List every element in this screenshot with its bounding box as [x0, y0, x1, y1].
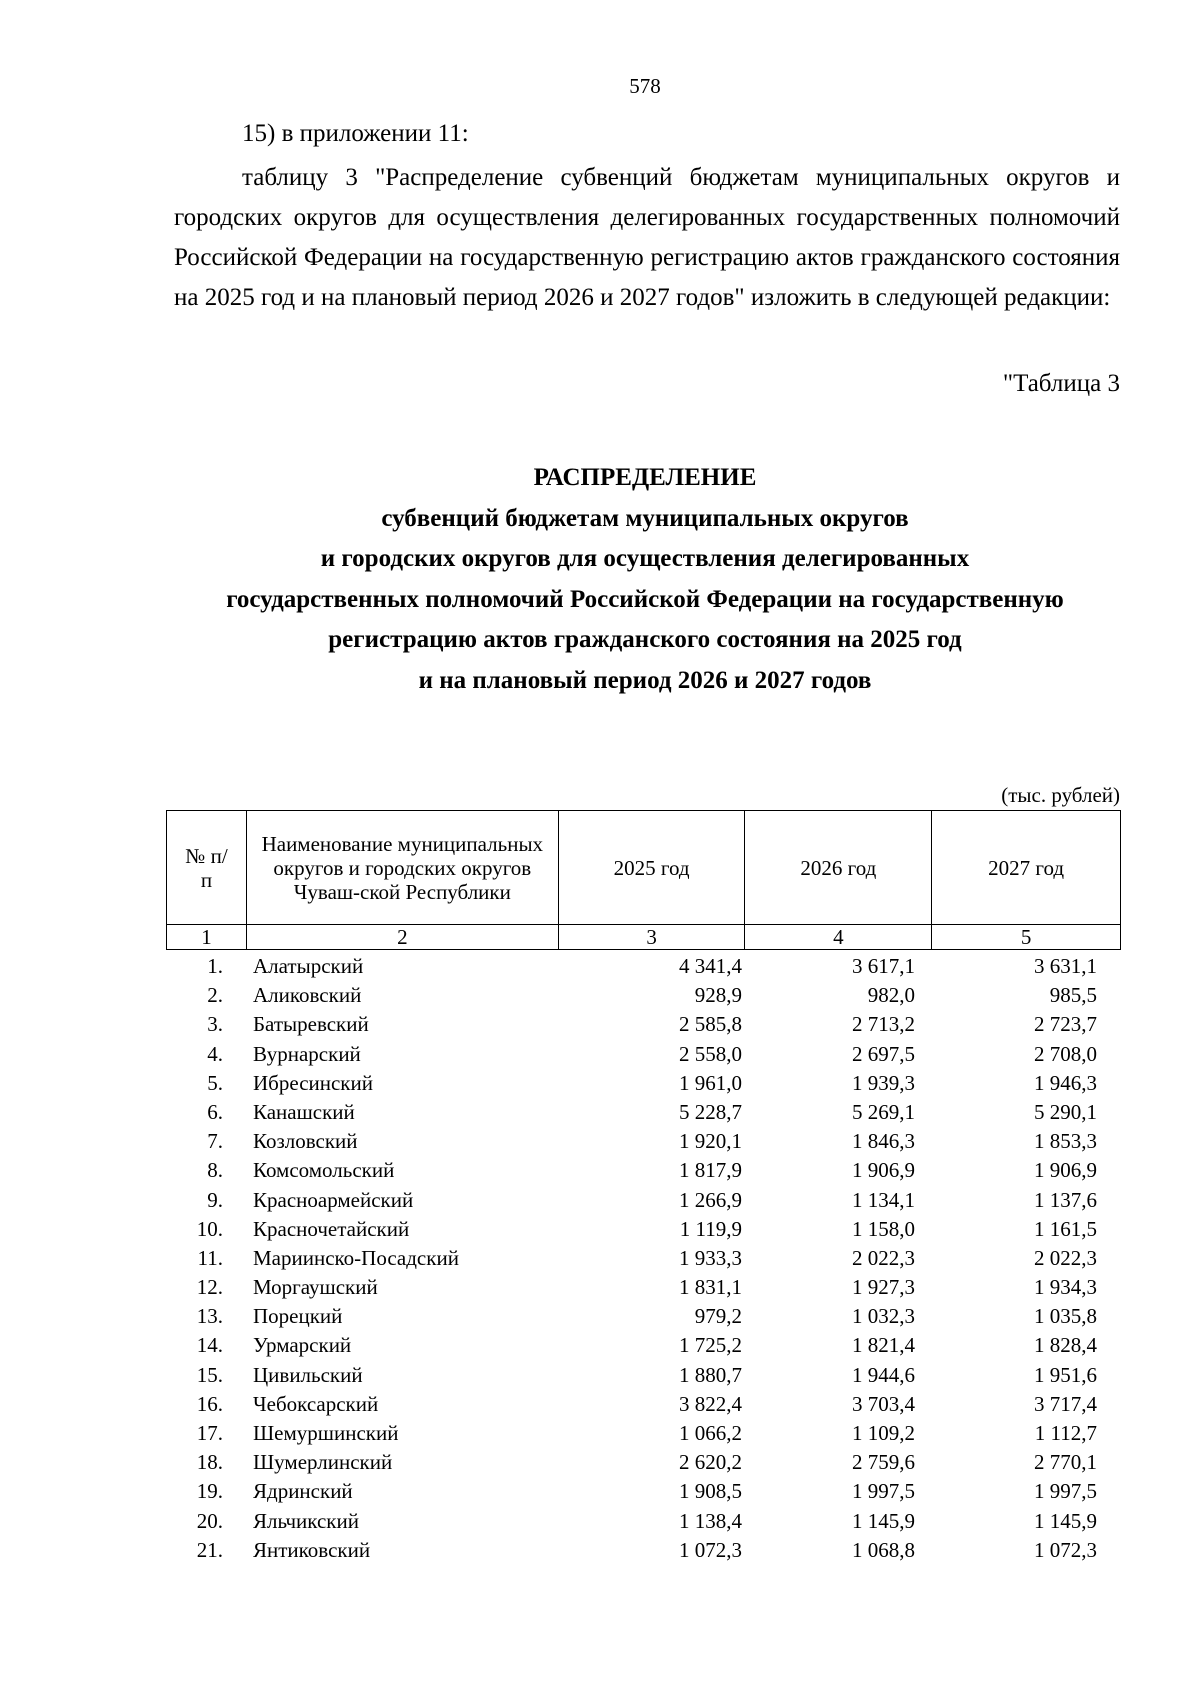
row-value-2025: 1 725,2	[679, 1333, 742, 1358]
row-name: Козловский	[253, 1129, 358, 1154]
row-number: 19.	[196, 1479, 223, 1504]
row-value-2025: 2 558,0	[679, 1041, 742, 1066]
column-number: 1	[167, 925, 247, 950]
row-value-2025: 1 908,5	[679, 1479, 742, 1504]
row-value-2025: 1 817,9	[679, 1158, 742, 1183]
row-value-2026: 1 846,3	[852, 1129, 915, 1154]
row-number: 2.	[207, 983, 223, 1008]
row-value-2025: 979,2	[694, 1304, 742, 1329]
row-number: 13.	[196, 1304, 223, 1329]
row-name: Янтиковский	[253, 1537, 371, 1562]
row-value-2027: 2 022,3	[1034, 1245, 1097, 1270]
row-value-2026: 982,0	[867, 983, 915, 1008]
row-value-2027: 1 035,8	[1034, 1304, 1097, 1329]
column-number: 4	[745, 925, 932, 950]
row-value-2027: 3 717,4	[1034, 1391, 1097, 1416]
table-row	[166, 1361, 1121, 1390]
row-value-2025: 1 933,3	[679, 1245, 742, 1270]
row-value-2027: 1 853,3	[1034, 1129, 1097, 1154]
table-row	[166, 1419, 1121, 1448]
column-number: 3	[558, 925, 745, 950]
row-number: 3.	[207, 1012, 223, 1037]
intro-item: 15) в приложении 11:	[242, 120, 469, 147]
row-value-2026: 1 109,2	[852, 1421, 915, 1445]
column-number: 5	[932, 925, 1121, 950]
row-name: Вурнарский	[253, 1041, 361, 1066]
row-value-2025: 1 266,9	[679, 1187, 742, 1212]
row-name: Батыревский	[253, 1012, 369, 1037]
row-value-2026: 1 997,5	[852, 1479, 915, 1504]
row-number: 15.	[196, 1362, 223, 1387]
row-value-2025: 1 066,2	[679, 1421, 742, 1445]
intro-text: таблицу 3 "Распределение субвенций бюджетам муниципальных округов и городских округов для осуществления делегированных государственных полномочий Российской Федерации на государственную регистрацию актов гражданского состояния на 2025 год и на плановый период 2026 и 2027 годов" изложить в следующей редакции:	[174, 164, 1120, 311]
units-label: (тыс. рублей)	[1001, 783, 1120, 807]
column-number: 2	[246, 925, 558, 950]
row-name: Ядринский	[253, 1479, 353, 1504]
title-line: и на плановый период 2026 и 2027 годов	[418, 666, 872, 694]
table-header	[166, 810, 1121, 950]
title-line: государственных полномочий Российской Федерации на государственную	[226, 585, 1064, 613]
row-value-2026: 1 944,6	[852, 1362, 915, 1387]
row-value-2027: 1 112,7	[1034, 1421, 1097, 1445]
row-name: Моргаушский	[253, 1275, 378, 1300]
row-number: 7.	[207, 1129, 223, 1154]
row-value-2027: 2 770,1	[1034, 1450, 1097, 1475]
row-value-2026: 2 759,6	[852, 1450, 915, 1475]
row-value-2026: 1 068,8	[852, 1537, 915, 1562]
table-row	[166, 1331, 1121, 1360]
table-row	[166, 1448, 1121, 1477]
row-number: 17.	[196, 1421, 223, 1445]
row-value-2026: 1 145,9	[852, 1508, 915, 1533]
title-line: регистрацию актов гражданского состояния на 2025 год	[328, 626, 962, 653]
row-value-2027: 1 072,3	[1034, 1537, 1097, 1562]
row-name: Мариинско-Посадский	[253, 1245, 459, 1270]
row-value-2026: 1 939,3	[852, 1070, 915, 1095]
row-value-2027: 1 946,3	[1034, 1070, 1097, 1095]
row-name: Красноармейский	[253, 1187, 414, 1212]
row-name: Алатырский	[253, 954, 364, 978]
row-number: 1.	[207, 954, 223, 978]
row-value-2027: 1 906,9	[1034, 1158, 1097, 1183]
row-value-2025: 1 072,3	[679, 1537, 742, 1562]
row-value-2025: 2 620,2	[679, 1450, 742, 1475]
table-title	[150, 458, 1140, 701]
row-value-2027: 1 137,6	[1034, 1187, 1097, 1212]
row-number: 11.	[197, 1245, 223, 1270]
table-row	[166, 1186, 1121, 1215]
row-value-2026: 1 032,3	[852, 1304, 915, 1329]
row-value-2027: 1 934,3	[1034, 1275, 1097, 1300]
row-name: Цивильский	[253, 1362, 363, 1387]
table-row	[166, 1010, 1121, 1039]
table-row	[166, 1273, 1121, 1302]
row-value-2027: 1 145,9	[1034, 1508, 1097, 1533]
header-2025: 2025 год	[558, 811, 745, 925]
table-row	[166, 952, 1121, 981]
row-value-2025: 1 920,1	[679, 1129, 742, 1154]
row-number: 5.	[207, 1070, 223, 1095]
row-value-2027: 1 951,6	[1034, 1362, 1097, 1387]
table-row	[166, 1215, 1121, 1244]
table-label: "Таблица 3	[1002, 370, 1120, 397]
row-name: Красночетайский	[253, 1216, 410, 1241]
row-value-2026: 1 158,0	[852, 1216, 915, 1241]
row-number: 9.	[207, 1187, 223, 1212]
row-value-2025: 5 228,7	[679, 1099, 742, 1124]
title-line: РАСПРЕДЕЛЕНИЕ	[533, 464, 757, 491]
header-2027: 2027 год	[932, 811, 1121, 925]
row-value-2027: 985,5	[1049, 983, 1097, 1008]
row-value-2027: 1 828,4	[1034, 1333, 1097, 1358]
row-value-2025: 1 119,9	[679, 1216, 742, 1241]
row-value-2026: 3 617,1	[852, 954, 915, 978]
table-row	[166, 1040, 1121, 1069]
row-number: 10.	[196, 1216, 223, 1241]
row-name: Аликовский	[253, 983, 362, 1008]
title-line: субвенций бюджетам муниципальных округов	[381, 504, 909, 532]
header-no: № п/п	[167, 811, 247, 925]
header-name: Наименование муниципальных округов и городских округов Чуваш-ской Республики	[246, 811, 558, 925]
row-value-2026: 1 821,4	[852, 1333, 915, 1358]
table-row	[166, 1507, 1121, 1536]
row-number: 4.	[207, 1041, 223, 1066]
row-number: 16.	[196, 1391, 223, 1416]
row-value-2027: 2 708,0	[1034, 1041, 1097, 1066]
row-number: 6.	[207, 1099, 223, 1124]
table-row	[166, 1390, 1121, 1419]
row-value-2026: 1 134,1	[852, 1187, 915, 1212]
page-number: 578	[629, 74, 661, 98]
row-value-2025: 3 822,4	[679, 1391, 742, 1416]
table-row	[166, 1244, 1121, 1273]
row-name: Комсомольский	[253, 1158, 395, 1183]
row-number: 8.	[207, 1158, 223, 1183]
table-row	[166, 1127, 1121, 1156]
row-name: Ибресинский	[253, 1070, 373, 1095]
row-name: Канашский	[253, 1099, 355, 1124]
table-row	[166, 1069, 1121, 1098]
row-value-2025: 1 880,7	[679, 1362, 742, 1387]
row-name: Шумерлинский	[253, 1450, 393, 1475]
row-value-2025: 1 138,4	[679, 1508, 742, 1533]
table-body	[166, 952, 1121, 1565]
row-value-2026: 5 269,1	[852, 1099, 915, 1124]
table-row	[166, 1477, 1121, 1506]
row-value-2025: 1 831,1	[679, 1275, 742, 1300]
row-value-2025: 4 341,4	[679, 954, 742, 978]
row-value-2025: 928,9	[694, 983, 742, 1008]
row-value-2027: 1 161,5	[1034, 1216, 1097, 1241]
row-value-2026: 2 697,5	[852, 1041, 915, 1066]
row-name: Чебоксарский	[253, 1391, 379, 1416]
row-value-2027: 3 631,1	[1034, 954, 1097, 978]
row-number: 14.	[196, 1333, 223, 1358]
row-value-2027: 1 997,5	[1034, 1479, 1097, 1504]
row-value-2026: 3 703,4	[852, 1391, 915, 1416]
row-number: 20.	[196, 1508, 223, 1533]
row-value-2025: 1 961,0	[679, 1070, 742, 1095]
table-row	[166, 981, 1121, 1010]
row-value-2027: 5 290,1	[1034, 1099, 1097, 1124]
row-value-2026: 1 906,9	[852, 1158, 915, 1183]
row-value-2026: 1 927,3	[852, 1275, 915, 1300]
table-row	[166, 1098, 1121, 1127]
row-number: 12.	[196, 1275, 223, 1300]
table-row	[166, 1156, 1121, 1185]
row-number: 21.	[196, 1537, 223, 1562]
row-number: 18.	[196, 1450, 223, 1475]
row-name: Порецкий	[253, 1304, 343, 1329]
header-2026: 2026 год	[745, 811, 932, 925]
row-name: Яльчикский	[253, 1508, 359, 1533]
title-line: и городских округов для осуществления делегированных	[320, 545, 970, 572]
row-name: Урмарский	[253, 1333, 352, 1358]
table-row	[166, 1302, 1121, 1331]
row-value-2027: 2 723,7	[1034, 1012, 1097, 1037]
row-name: Шемуршинский	[253, 1421, 399, 1445]
row-value-2026: 2 713,2	[852, 1012, 915, 1037]
row-value-2026: 2 022,3	[852, 1245, 915, 1270]
row-value-2025: 2 585,8	[679, 1012, 742, 1037]
table-row	[166, 1536, 1121, 1565]
